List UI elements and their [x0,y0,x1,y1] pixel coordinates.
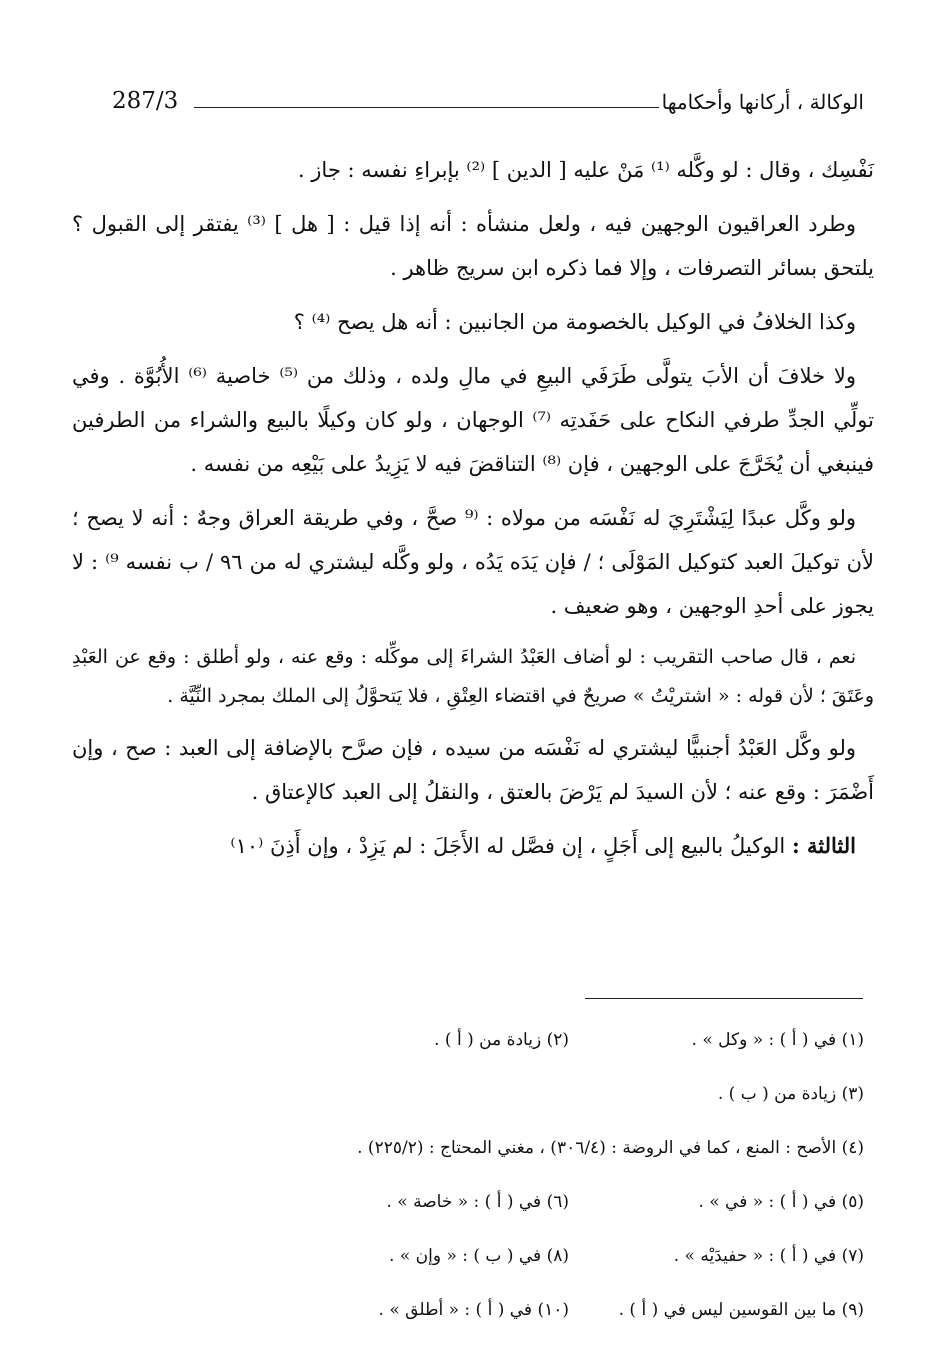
paragraph-4: ولا خلافَ أن الأبَ يتولَّى طَرَفَي البيعِ في مالِ ولده ، وذلك من ⁽⁵⁾ خاصية ⁽⁶⁾ الأُبُوَّة . وفي تولِّي الجدِّ طرفي النكاح على حَفَدتِه ⁽⁷⁾ الوجهان ، ولو كان وكيلًا بالبيع والشراء من الطرفين فينبغي أن يُخَرَّجَ على الوجهين ، فإن ⁽⁸⁾ التناقضَ فيه لا يَزِيدُ على بَيْعِه من نفسه . [72,364,874,476]
footnote-2: (٢) زيادة من ( أ ) . [434,1030,569,1050]
running-title: الوكالة ، أركانها وأحكامها [661,90,864,114]
paragraph-2: وطرد العراقيون الوجهين فيه ، ولعل منشأه : أنه إذا قيل : [ هل ] ⁽³⁾ يفتقر إلى القبول ؟ يلتحق بسائر التصرفات ، وإلا فما ذكره ابن سريج ظاهر . [72,212,874,280]
paragraph-8 [72,824,874,868]
paragraph-1: نَفْسِك ، وقال : لو وكَّله ⁽¹⁾ مَنْ عليه [ الدين ] ⁽²⁾ بإبراءِ نفسه : جاز . [297,158,874,182]
page-number: 287/3 [112,88,179,114]
paragraph-5: ولو وكَّل عبدًا لِيَشْتَرِيَ له نَفْسَه من مولاه : ⁽⁹ صحَّ ، وفي طريقة العراق وجهٌ : أنه لا يصح ؛ لأن توكيلَ العبد كتوكيل المَوْلَى ؛ / فإن يَدَه يَدُه ، ولو وكَّله ليشتري له من ٩٦ / ب نفسه ⁹⁾ : لا يجوز على أحدِ الوجهين ، وهو ضعيف . [72,506,874,618]
footnote-row [274,1246,864,1300]
footnote-row [274,1192,864,1246]
paragraph-7: ولو وكَّل العَبْدُ أجنبيًّا ليشتري له نَفْسَه من سيده ، فإن صرَّح بالإضافة إلى العبد : صح ، وإن أَضْمَرَ : وقع عنه ؛ لأن السيدَ لم يَرْضَ بالعتق ، والنقلُ إلى العبد كالإعتاق . [72,736,874,804]
footnote-5: (٥) في ( أ ) : « في » . [698,1192,864,1212]
footnote-row [274,1138,864,1192]
paragraph-3: وكذا الخلافُ في الوكيل بالخصومة من الجانبين : أنه هل يصح ⁽⁴⁾ ؟ [293,310,856,334]
footnote-3: (٣) زيادة من ( ب ) . [717,1084,864,1104]
footnote-row [274,1084,864,1138]
footnotes [274,1030,864,1354]
footnote-4: (٤) الأصح : المنع ، كما في الروضة : (٣٠٦/٤) ، مغني المحتاج : (٢٢٥/٢) . [357,1138,864,1158]
page-header [112,88,864,128]
header-rule [194,107,659,108]
footnote-10: (١٠) في ( أ ) : « أطلق » . [378,1300,569,1320]
paragraph-8-text: الوكيلُ بالبيع إلى أَجَلٍ ، إن فصَّل له الأَجَلَ : لم يَزِدْ ، وإن أَذِنَ ⁽١٠⁾ [230,834,786,858]
footnote-1: (١) في ( أ ) : « وكل » . [691,1030,864,1050]
footnote-7: (٧) في ( أ ) : « حفيدَيْه » . [673,1246,864,1266]
footnote-separator [585,998,863,999]
footnote-row [274,1300,864,1354]
footnote-row [274,1030,864,1084]
footnote-9: (٩) ما بين القوسين ليس في ( أ ) . [618,1300,864,1320]
footnote-6: (٦) في ( أ ) : « خاصة » . [386,1192,569,1212]
paragraph-6: نعم ، قال صاحب التقريب : لو أضاف العَبْدُ الشراءَ إلى موكِّله : وقع عنه ، ولو أطلق : وقع عن العَبْدِ وعَتَقَ ؛ لأن قوله : « اشتريْتُ » صريحٌ في اقتضاء العِتْقِ ، فلا يَتحوَّلُ إلى الملك بمجرد النِّيَّة . [72,646,874,707]
section-heading: الثالثة : [791,833,856,858]
footnote-8: (٨) في ( ب ) : « وإن » . [389,1246,569,1266]
main-text [72,148,874,878]
